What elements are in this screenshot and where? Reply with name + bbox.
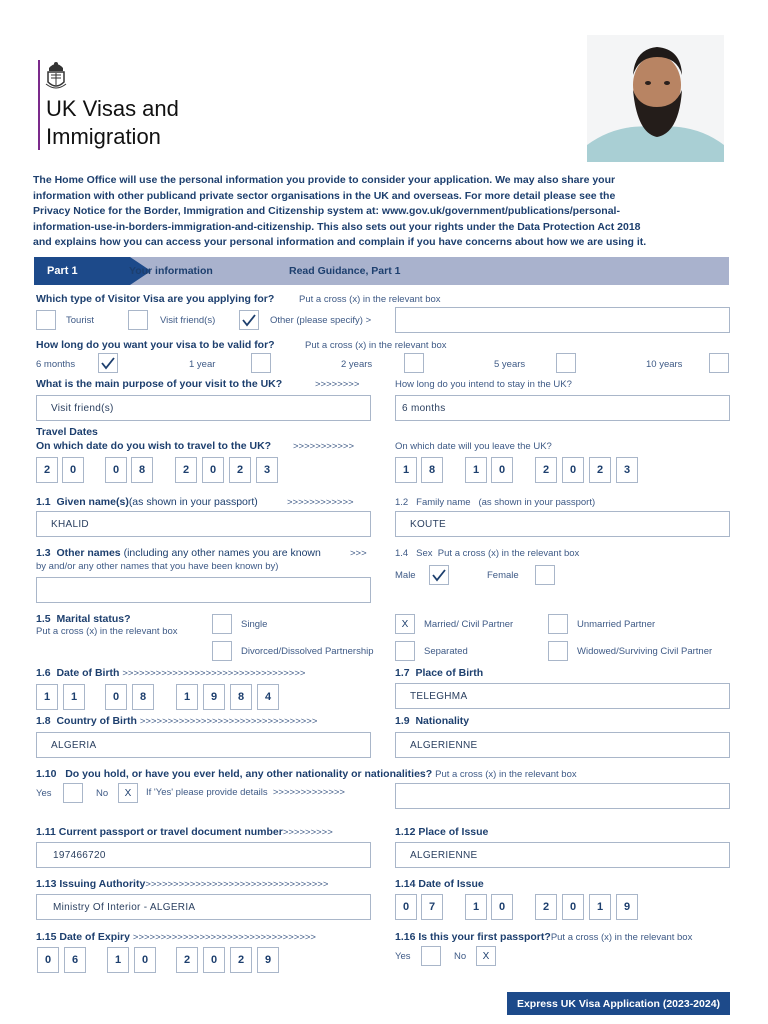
q1-16-title: Is this your first passport? [418, 931, 551, 943]
checkbox-male[interactable] [429, 565, 449, 585]
option-separated: Separated [424, 646, 468, 657]
place-of-birth-input[interactable]: TELEGHMA [395, 683, 730, 709]
section-guidance: Read Guidance, Part 1 [289, 265, 401, 277]
q1-2-title: Family name [416, 497, 471, 508]
q1-15-label [36, 931, 316, 943]
leave-date-digit[interactable]: 1 [395, 457, 417, 483]
q1-1-label [36, 496, 258, 508]
checkmark-icon [100, 356, 116, 370]
travel-date-digit[interactable]: 3 [256, 457, 278, 483]
q1-5-num: 1.5 [36, 613, 51, 625]
leave-date-digit[interactable]: 1 [465, 457, 487, 483]
applicant-photo [587, 35, 724, 162]
q1-5-hint: Put a cross (x) in the relevant box [36, 626, 178, 637]
q1-1-title: Given name(s) [56, 496, 129, 508]
checkbox-separated[interactable] [395, 641, 415, 661]
q1-5-label [36, 613, 131, 625]
notice-line: and explains how you can access your personal information and complain if you have concerns about how we are using it. [33, 236, 647, 248]
leave-date-digit[interactable]: 3 [616, 457, 638, 483]
checkbox-2-years[interactable] [404, 353, 424, 373]
issue-date-digit[interactable]: 9 [616, 894, 638, 920]
travel-date-digit[interactable]: 2 [36, 457, 58, 483]
option-other: Other (please specify) > [270, 315, 372, 326]
q1-13-title: Issuing Authority [59, 878, 146, 890]
purpose-question: What is the main purpose of your visit to the UK? [36, 378, 283, 390]
org-name-line1: UK Visas and [46, 96, 179, 121]
q1-7-title: Place of Birth [415, 667, 484, 679]
checkbox-widowed[interactable] [548, 641, 568, 661]
visa-type-question: Which type of Visitor Visa are you applying for? [36, 293, 275, 305]
expiry-date-digit[interactable]: 9 [257, 947, 279, 973]
country-of-birth-input[interactable]: ALGERIA [36, 732, 371, 758]
issue-date-digit[interactable]: 0 [562, 894, 584, 920]
q1-14-title: Date of Issue [418, 878, 484, 890]
purpose-arrows: >>>>>>>> [315, 379, 360, 390]
q1-4-num: 1.4 [395, 548, 409, 559]
issue-date-digit[interactable]: 7 [421, 894, 443, 920]
checkbox-other[interactable] [239, 310, 259, 330]
notice-line: Privacy Notice for the Border, Immigration and Citizenship system at: www.gov.uk/government/publications/personal- [33, 205, 620, 217]
travel-date-digit[interactable]: 0 [62, 457, 84, 483]
option-5-years: 5 years [494, 359, 526, 370]
q1-13-arrows: >>>>>>>>>>>>>>>>>>>>>>>>>>>>>>>>> [145, 879, 329, 890]
dob-digit[interactable]: 4 [257, 684, 279, 710]
q1-10-hint: Put a cross (x) in the relevant box [435, 769, 577, 780]
q1-15-title: Date of Expiry [59, 931, 130, 943]
option-married: Married/ Civil Partner [424, 619, 514, 630]
q1-3-title: Other names [56, 547, 121, 559]
q1-9-num: 1.9 [395, 715, 410, 727]
q1-4-title: Sex [416, 548, 433, 559]
expiry-date-digit[interactable]: 2 [230, 947, 252, 973]
expiry-date-digit[interactable]: 0 [37, 947, 59, 973]
q1-8-arrows: >>>>>>>>>>>>>>>>>>>>>>>>>>>>>>>> [139, 716, 318, 727]
validity-hint: Put a cross (x) in the relevant box [305, 340, 447, 351]
option-widowed: Widowed/Surviving Civil Partner [577, 646, 713, 657]
issue-date-digit[interactable]: 2 [535, 894, 557, 920]
option-6-months: 6 months [36, 359, 76, 370]
q1-8-title: Country of Birth [56, 715, 137, 727]
q1-3-num: 1.3 [36, 547, 51, 559]
checkbox-married[interactable]: X [395, 614, 415, 634]
notice-line: information with other publicand private sector organisations in the UK and overseas. For more detail please see the [33, 189, 616, 202]
other-names-input[interactable] [36, 577, 371, 603]
option-visit-friends: Visit friend(s) [160, 315, 216, 326]
q1-7-label [395, 667, 483, 679]
q1-16-label [395, 931, 692, 943]
place-of-issue-input[interactable]: ALGERIENNE [395, 842, 730, 868]
q1-16-hint: Put a cross (x) in the relevant box [550, 932, 693, 943]
other-nationality-details-input[interactable] [395, 783, 730, 809]
q1-16-no-label: No [454, 951, 467, 962]
dob-digit[interactable]: 1 [36, 684, 58, 710]
issuing-authority-input[interactable]: Ministry Of Interior - ALGERIA [36, 894, 371, 920]
notice-line: The Home Office will use the personal information you provide to consider your application. We may also share your [33, 174, 616, 186]
crest-icon [45, 58, 67, 92]
q1-6-title: Date of Birth [56, 667, 120, 679]
expiry-date-digit[interactable]: 0 [203, 947, 225, 973]
q1-11-num: 1.11 [36, 826, 56, 838]
travel-date-digit[interactable]: 0 [105, 457, 127, 483]
checkbox-tourist[interactable] [36, 310, 56, 330]
dob-digit[interactable]: 8 [230, 684, 252, 710]
leave-date-digit[interactable]: 8 [421, 457, 443, 483]
q1-16-num: 1.16 [395, 931, 416, 943]
dob-digit[interactable]: 1 [176, 684, 198, 710]
nationality-input[interactable]: ALGERIENNE [395, 732, 730, 758]
visa-type-hint: Put a cross (x) in the relevant box [299, 294, 441, 305]
issue-date-digit[interactable]: 1 [589, 894, 611, 920]
q1-3-note2: by and/or any other names that you have been known by) [36, 561, 279, 572]
issue-date-digit[interactable]: 1 [465, 894, 487, 920]
travel-date-digit[interactable]: 2 [175, 457, 197, 483]
issue-date-digit[interactable]: 0 [395, 894, 417, 920]
q1-13-label [36, 878, 328, 890]
q1-10-details: If 'Yes' please provide details [146, 787, 268, 798]
q1-4-hint: Put a cross (x) in the relevant box [437, 548, 580, 559]
option-10-years: 10 years [646, 359, 683, 370]
option-2-years: 2 years [341, 359, 373, 370]
option-female: Female [487, 570, 519, 581]
q1-1-arrows: >>>>>>>>>>>> [287, 497, 354, 508]
checkbox-other-nationality-no[interactable]: X [118, 783, 138, 803]
other-visa-input[interactable] [395, 307, 730, 333]
q1-8-label [36, 715, 317, 727]
q1-10-arrows: >>>>>>>>>>>>> [272, 787, 345, 798]
expiry-date-digit[interactable]: 6 [64, 947, 86, 973]
checkbox-other-nationality-yes[interactable] [63, 783, 83, 803]
q1-6-arrows: >>>>>>>>>>>>>>>>>>>>>>>>>>>>>>>>> [122, 668, 306, 679]
checkmark-icon [431, 568, 447, 582]
family-name-input[interactable]: KOUTE [395, 511, 730, 537]
checkbox-unmarried[interactable] [548, 614, 568, 634]
expiry-date-digit[interactable]: 0 [134, 947, 156, 973]
checkbox-female[interactable] [535, 565, 555, 585]
q1-9-title: Nationality [415, 715, 470, 727]
section-part-label: Part 1 [34, 257, 130, 285]
travel-arrows: >>>>>>>>>>> [293, 441, 355, 452]
q1-5-title: Marital status? [56, 613, 131, 625]
checkbox-divorced[interactable] [212, 641, 232, 661]
purpose-input[interactable]: Visit friend(s) [36, 395, 371, 421]
q1-2-note: (as shown in your passport) [478, 497, 596, 508]
expiry-date-digit[interactable]: 1 [107, 947, 129, 973]
q1-6-label [36, 667, 305, 679]
option-1-year: 1 year [189, 359, 216, 370]
q1-12-num: 1.12 [395, 826, 416, 838]
travel-date-digit[interactable]: 0 [202, 457, 224, 483]
stay-input[interactable]: 6 months [395, 395, 730, 421]
q1-1-note: (as shown in your passport) [128, 496, 258, 508]
logo-divider [38, 60, 40, 150]
leave-date-digit[interactable]: 2 [535, 457, 557, 483]
given-name-input[interactable]: KHALID [36, 511, 371, 537]
q1-14-label [395, 878, 484, 890]
q1-11-title: Current passport or travel document number [58, 826, 283, 838]
q1-3-note1: (including any other names you are known [123, 547, 321, 559]
leave-date-digit[interactable]: 0 [491, 457, 513, 483]
q1-13-num: 1.13 [36, 878, 57, 890]
q1-11-arrows: >>>>>>>>> [282, 827, 333, 838]
validity-question: How long do you want your visa to be valid for? [36, 339, 275, 351]
travel-date-digit[interactable]: 8 [131, 457, 153, 483]
q1-7-num: 1.7 [395, 667, 410, 679]
q1-8-num: 1.8 [36, 715, 51, 727]
checkbox-single[interactable] [212, 614, 232, 634]
q1-4-label [395, 548, 579, 559]
travel-dates-heading: Travel Dates [36, 426, 98, 438]
checkbox-visit-friends[interactable] [128, 310, 148, 330]
option-divorced: Divorced/Dissolved Partnership [241, 646, 374, 657]
q1-6-num: 1.6 [36, 667, 51, 679]
q1-9-label [395, 715, 469, 727]
notice-line: information-use-in-borders-immigration-and-citizenship. This also sets out your rights under the Data Protection Act 2018 [33, 220, 641, 233]
checkbox-5-years[interactable] [556, 353, 576, 373]
option-tourist: Tourist [66, 315, 94, 326]
travel-question: On which date do you wish to travel to the UK? [36, 440, 272, 452]
privacy-notice [33, 173, 733, 251]
q1-2-num: 1.2 [395, 497, 409, 508]
dob-digit[interactable]: 9 [203, 684, 225, 710]
leave-date-digit[interactable]: 0 [562, 457, 584, 483]
q1-10-label [36, 768, 577, 780]
option-unmarried: Unmarried Partner [577, 619, 656, 630]
q1-10-title: Do you hold, or have you ever held, any other nationality or nationalities? [65, 768, 433, 780]
checkbox-1-year[interactable] [251, 353, 271, 373]
leave-date-digit[interactable]: 2 [589, 457, 611, 483]
section-bar [34, 257, 729, 285]
org-name-line2: Immigration [46, 124, 161, 149]
dob-digit[interactable]: 8 [132, 684, 154, 710]
checkmark-icon [241, 313, 257, 327]
q1-3-arrows: >>> [350, 548, 367, 559]
q1-10-no-label: No [96, 788, 109, 799]
issue-date-digit[interactable]: 0 [491, 894, 513, 920]
q1-10-details-label [146, 787, 345, 798]
section-title: Your information [129, 265, 213, 277]
expiry-date-digit[interactable]: 2 [176, 947, 198, 973]
q1-12-title: Place of Issue [418, 826, 489, 838]
q1-10-num: 1.10 [36, 768, 57, 780]
checkbox-first-passport-yes[interactable] [421, 946, 441, 966]
q1-1-num: 1.1 [36, 496, 51, 508]
q1-15-arrows: >>>>>>>>>>>>>>>>>>>>>>>>>>>>>>>>> [132, 932, 316, 943]
q1-12-label [395, 826, 488, 838]
passport-number-input[interactable]: 197466720 [36, 842, 371, 868]
leave-question: On which date will you leave the UK? [395, 441, 552, 452]
checkbox-10-years[interactable] [709, 353, 729, 373]
checkbox-first-passport-no[interactable]: X [476, 946, 496, 966]
q1-15-num: 1.15 [36, 931, 57, 943]
stay-question: How long do you intend to stay in the UK? [395, 379, 572, 390]
q1-11-label [36, 826, 333, 838]
checkbox-6-months[interactable] [98, 353, 118, 373]
option-single: Single [241, 619, 268, 630]
q1-10-yes-label: Yes [36, 788, 52, 799]
q1-16-yes-label: Yes [395, 951, 411, 962]
q1-3-label [36, 547, 321, 559]
dob-digit[interactable]: 0 [105, 684, 127, 710]
option-male: Male [395, 570, 416, 581]
dob-digit[interactable]: 1 [63, 684, 85, 710]
travel-date-digit[interactable]: 2 [229, 457, 251, 483]
q1-14-num: 1.14 [395, 878, 416, 890]
q1-2-label [395, 497, 595, 508]
footer-label: Express UK Visa Application (2023-2024) [507, 992, 730, 1015]
